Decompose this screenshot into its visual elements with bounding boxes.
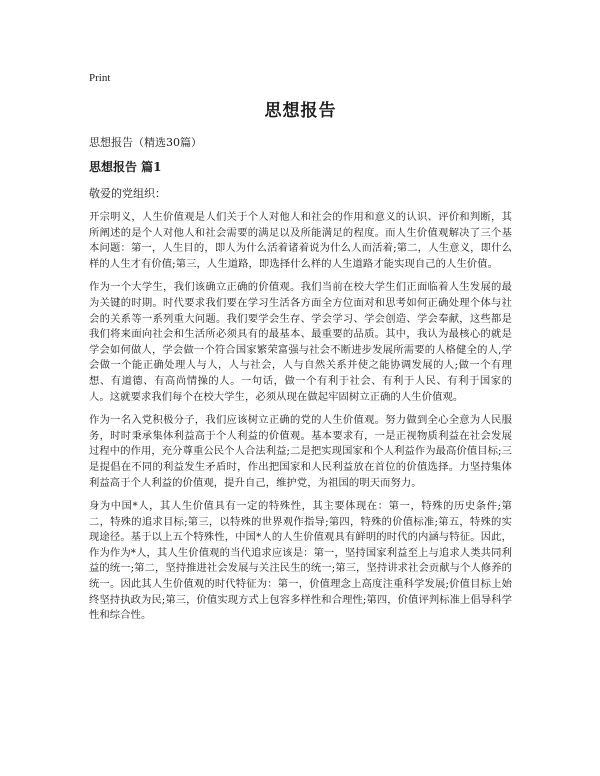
section-heading: 思想报告 篇1 (89, 160, 162, 174)
paragraph-1: 开宗明义，人生价值观是人们关于个人对他人和社会的作用和意义的认识、评价和判断，其所阐述的是个人对他人和社会需要的满足以及所能满足的程度。而人生价值观解决了三个基本问题：第一，人生目的，即人为什么活着诸着说为什么人而活着;第二，人生意义，即什么样的人生才有价值;第三，人生道路，即选择什么样的人生道路才能实现自己的人生价值。 (89, 211, 512, 270)
document-subtitle: 思想报告（精选30篇） (89, 136, 202, 149)
paragraph-3: 作为一名入党积极分子，我们应该树立正确的党的人生价值观。努力做到全心全意为人民服务，时时秉承集体利益高于个人利益的价值观。基本要求有，一是正视物质利益在社会发展过程中的作用，充分尊重公民个人合法利益;二是把实现国家和个人利益作为最高价值目标;三是提倡在不同的利益发生矛盾时，作出把国家和人民利益放在首位的价值选择。力坚持集体利益高于个人利益的价值观，提升自己，维护党，为祖国的明天而努力。 (89, 414, 513, 489)
page-title: 思想报告 (264, 101, 337, 121)
paragraph-2: 作为一个大学生，我们该确立正确的价值观。我们当前在校大学生们正面临着人生发展的最为关键的时期。时代要求我们要在学习生活各方面全方位面对和思考如何正确处理个体与社会的关系等一系列重大问题。我们要学会生存、学会学习、学会创造、学会奉献，这些都是我们将来面向社会和生活所必须具有的最基本、最重要的品质。其中，我认为最核心的就是学会如何做人，学会做一个符合国家繁荣富强与社会不断进步发展所需要的人格健全的人,学会做一个能正确处理人与人，人与社会，人与自然关系并使之能协调发展的人;做一个有理想、有道德、有高尚情操的人。一句话，做一个有利于社会、有利于人民、有利于国家的人。这就要求我们每个在校大学生，必须从现在做起牢固树立正确的人生价值观。 (89, 281, 512, 403)
salutation: 敬爱的党组织： (89, 187, 166, 200)
paragraph-4: 身为中国*人，其人生价值具有一定的特殊性，其主要体现在：第一，特殊的历史条件;第二，特殊的追求目标;第三，以特殊的世界观作指导;第四，特殊的价值标准;第五，特殊的实现途径。基于以上五个特殊性，中国*人的人生价值观具有鲜明的时代的内涵与特征。因此，作为作为*人，其人生价值观的当代追求应该是：第一，坚持国家利益至上与追求人类共同利益的统一;第二，坚持推进社会发展与关注民生的统一;第三，坚持讲求社会贡献与个人修养的统一。因此其人生价值观的时代特征为：第一，价值理念上高度注重科学发展;价值目标上始终坚持执政为民;第三，价值实现方式上包容多样性和合理性;第四，价值评判标准上倡导科学性和综合性。 (89, 500, 513, 622)
print-link[interactable]: Print (89, 72, 111, 84)
